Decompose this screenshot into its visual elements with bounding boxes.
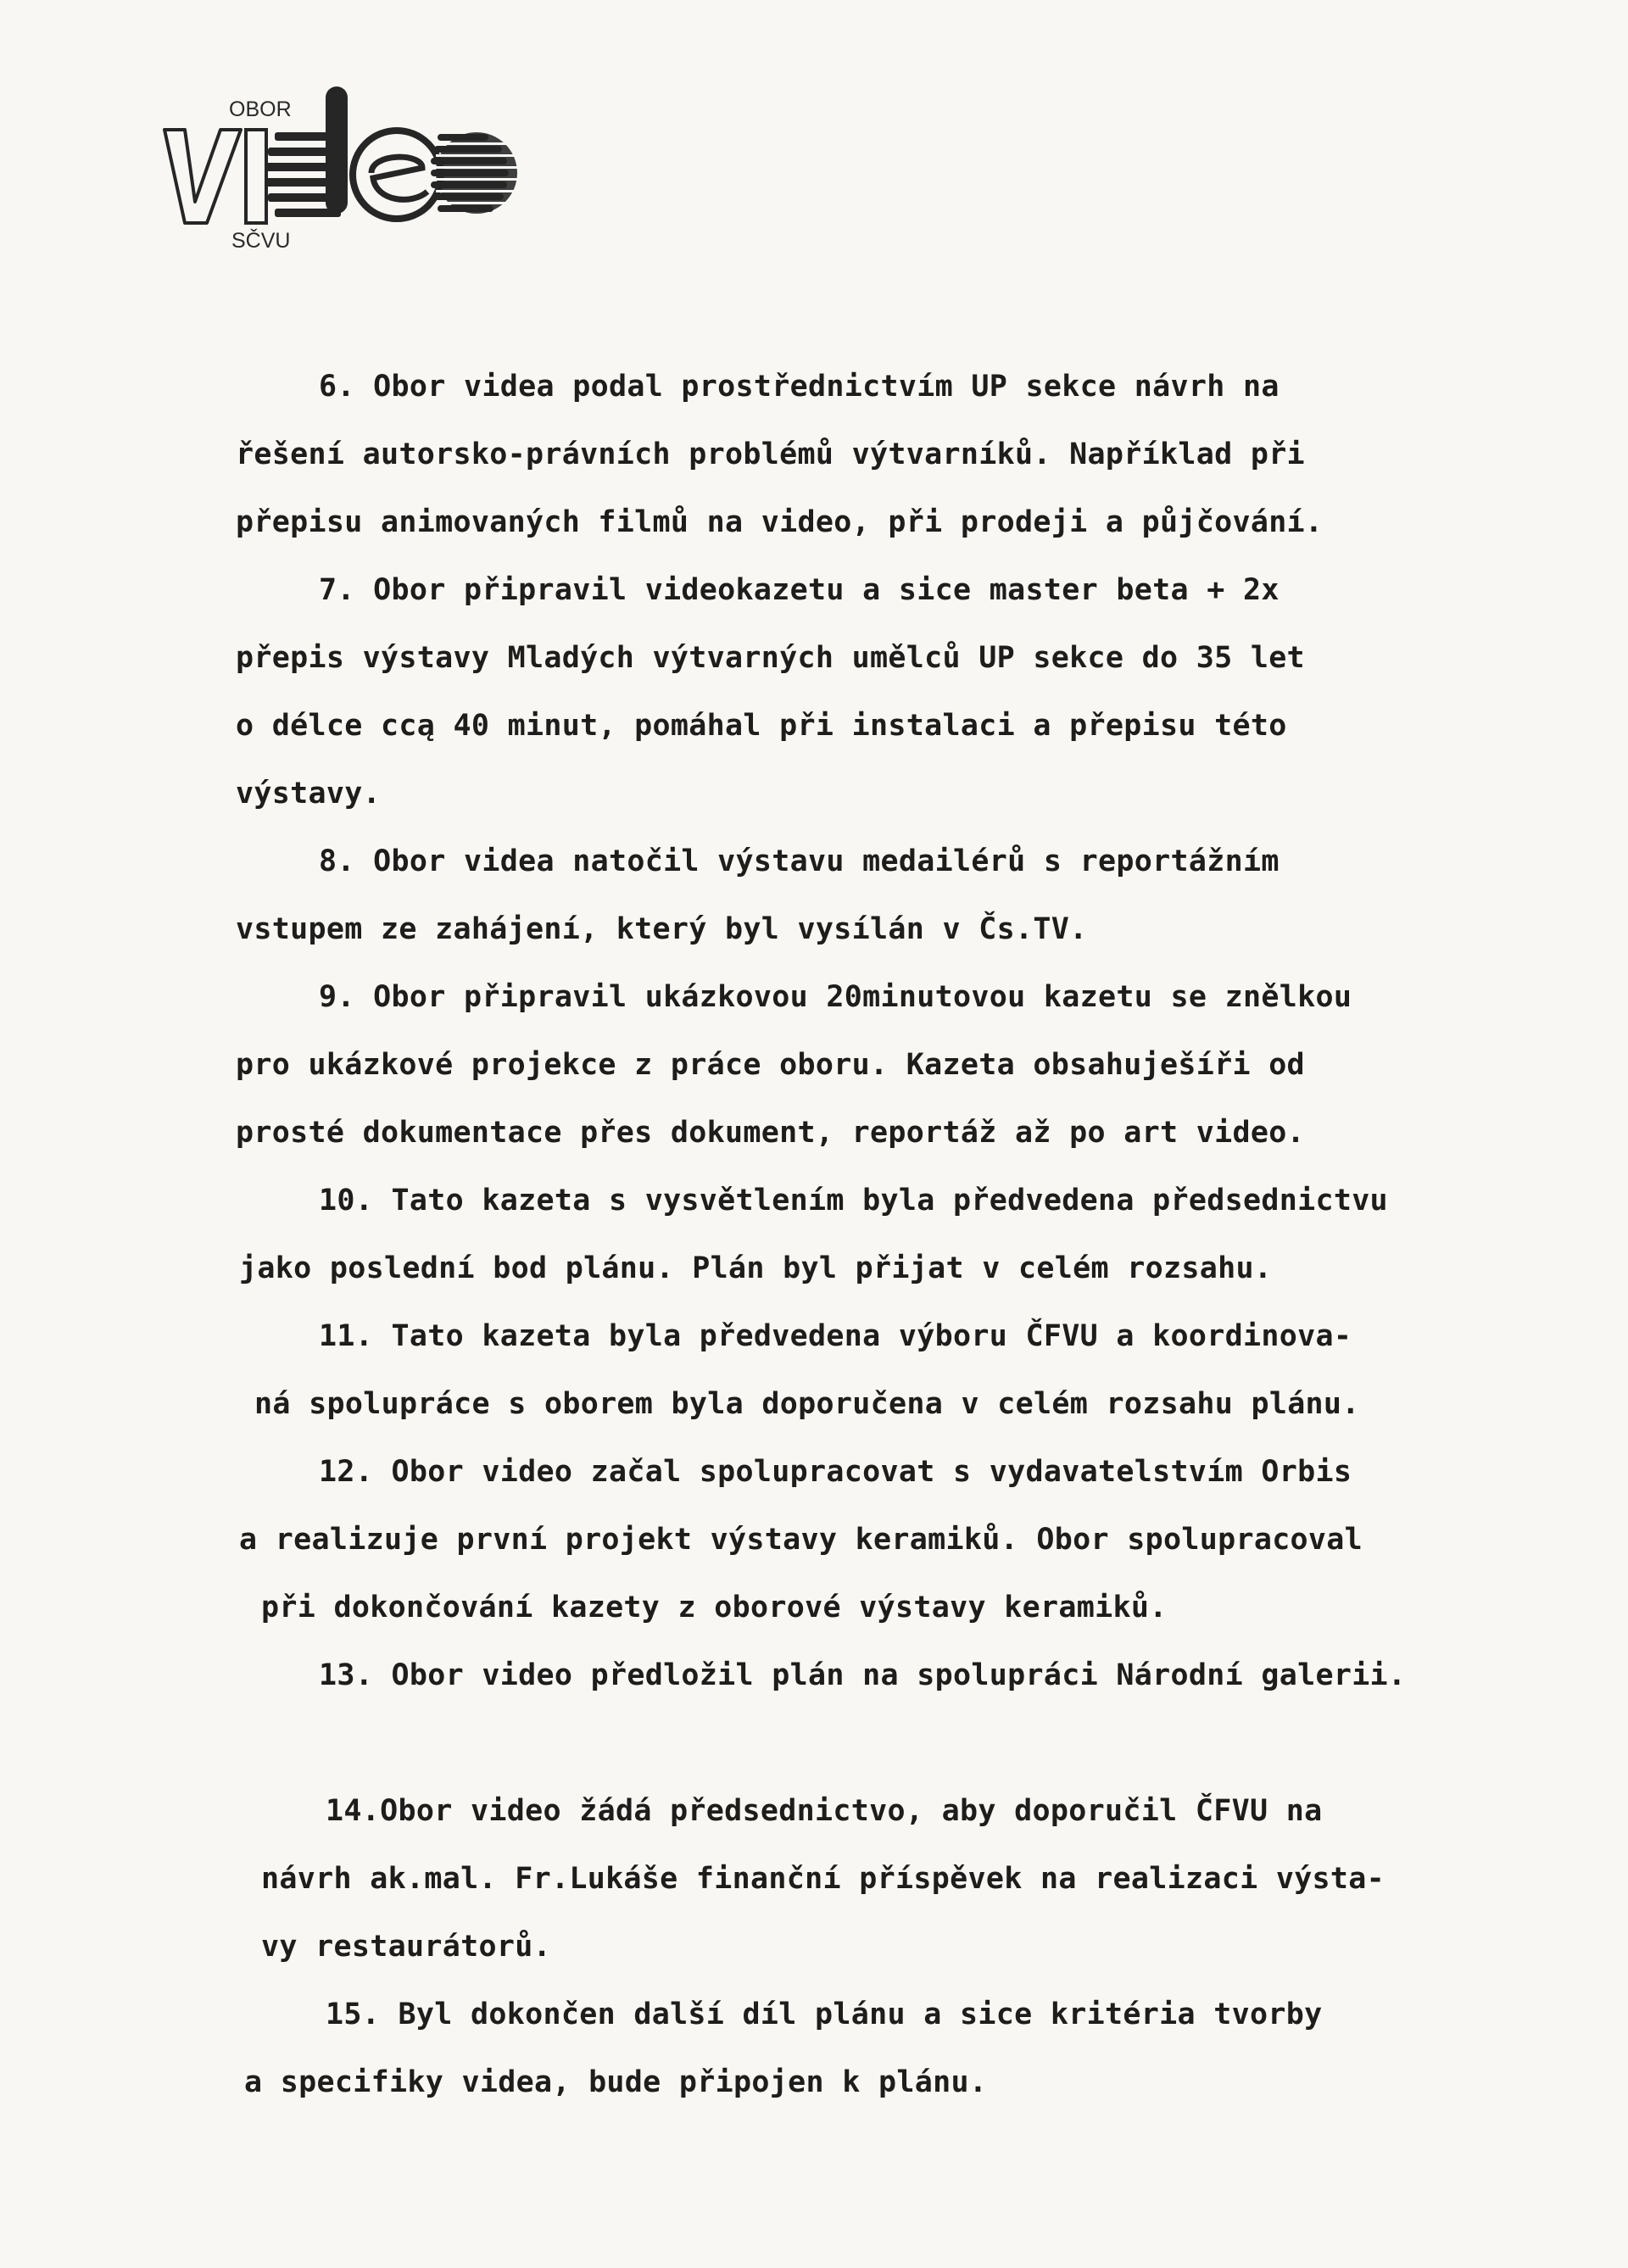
text-line: 10. Tato kazeta s vysvětlením byla předvedena předsednictvu [319,1184,1388,1218]
text-line: vy restaurátorů. [261,1930,551,1964]
text-line: návrh ak.mal. Fr.Lukáše finanční příspěvek na realizaci výsta- [261,1862,1385,1896]
text-line: 15. Byl dokončen další díl plánu a sice kritéria tvorby [326,1998,1323,2031]
text-line: výstavy. [236,777,381,811]
text-line: ná spolupráce s oborem byla doporučena v celém rozsahu plánu. [254,1387,1360,1421]
text-line: 12. Obor video začal spolupracovat s vydavatelstvím Orbis [319,1455,1352,1489]
text-line: a specifiky videa, bude připojen k plánu. [244,2065,988,2099]
text-line: při dokončování kazety z oborové výstavy keramiků. [261,1591,1168,1624]
text-line: 9. Obor připravil ukázkovou 20minutovou kazetu se znělkou [319,980,1352,1014]
text-line: o délce ccą 40 minut, pomáhal při instalaci a přepisu této [236,709,1287,743]
text-line: 13. Obor video předložil plán na spolupráci Národní galerii. [319,1658,1407,1692]
text-line: přepis výstavy Mladých výtvarných umělců UP sekce do 35 let [236,641,1305,675]
text-line: vstupem ze zahájení, který byl vysílán v Čs.TV. [236,912,1088,946]
text-line: a realizuje první projekt výstavy keramiků. Obor spolupracoval [239,1523,1363,1557]
logo-text-scvu: SČVU [231,229,291,253]
text-line: prosté dokumentace přes dokument, reportáž až po art video. [236,1116,1305,1150]
text-line: 6. Obor videa podal prostřednictvím UP sekce návrh na [319,370,1280,404]
text-line: pro ukázkové projekce z práce oboru. Kazeta obsahuješíři od [236,1048,1305,1082]
logo-text-obor: OBOR [229,98,292,121]
text-line: jako poslední bod plánu. Plán byl přijat v celém rozsahu. [239,1251,1273,1285]
text-line: 7. Obor připravil videokazetu a sice master beta + 2x [319,573,1280,607]
text-line: řešení autorsko-právních problémů výtvarníků. Například při [236,437,1305,471]
obor-video-logo [158,83,522,261]
video-logo-graphic [158,83,522,261]
text-line: 11. Tato kazeta byla předvedena výboru ČFVU a koordinova- [319,1319,1352,1353]
text-line: 8. Obor videa natočil výstavu medailérů s reportážním [319,844,1280,878]
text-line: přepisu animovaných filmů na video, při prodeji a půjčování. [236,505,1324,539]
text-line: 14.Obor video žádá předsednictvo, aby doporučil ČFVU na [326,1794,1323,1828]
